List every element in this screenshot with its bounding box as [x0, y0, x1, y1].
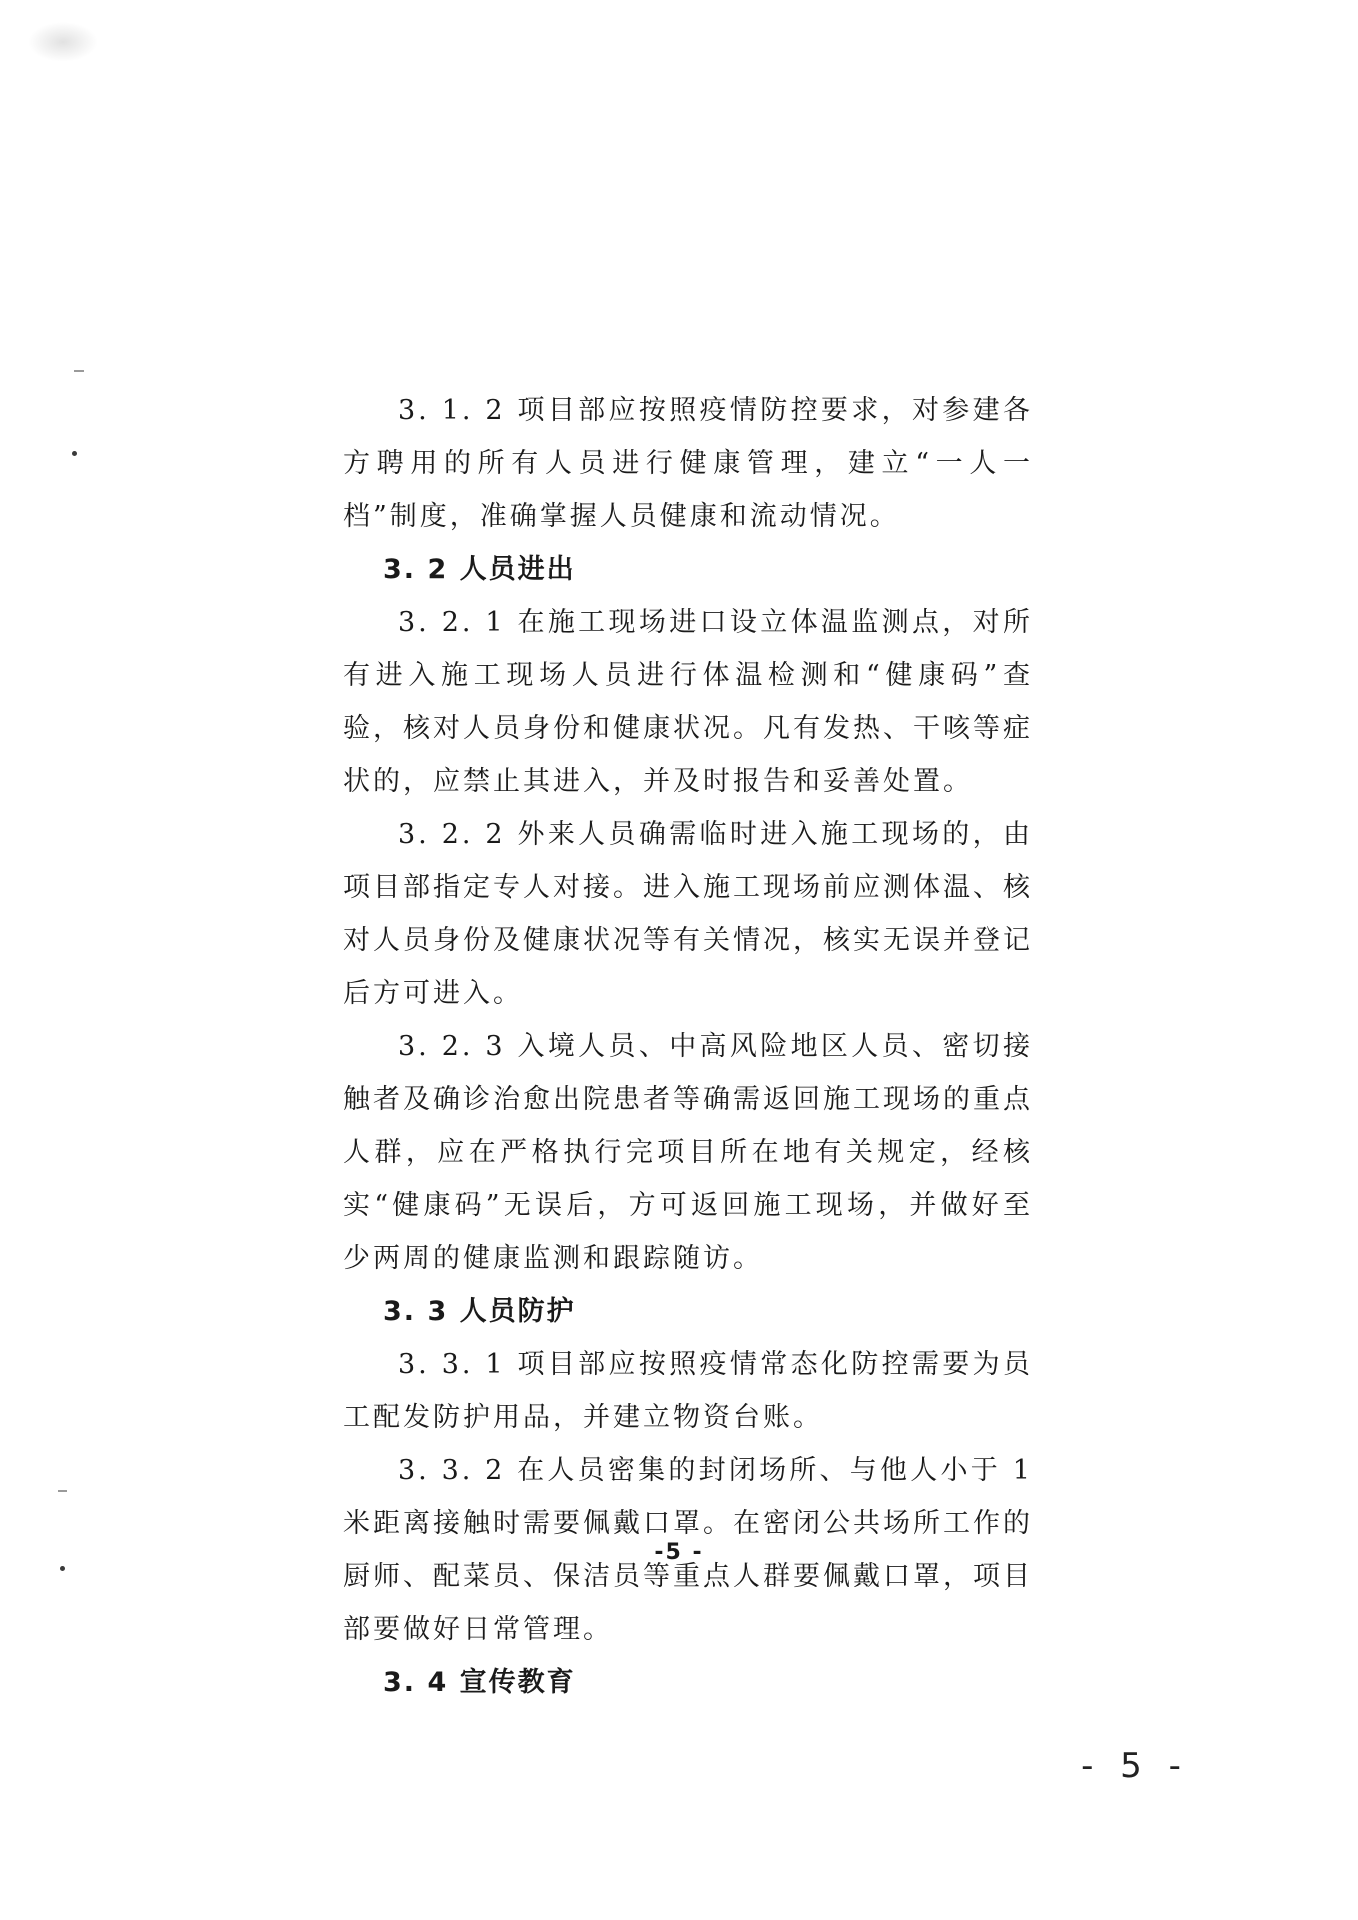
- scan-dash-mark: [74, 370, 84, 372]
- paragraph-3-3-1: 3. 3. 1 项目部应按照疫情常态化防控需要为员工配发防护用品，并建立物资台账。: [343, 1349, 1033, 1433]
- scan-dot-mark: [72, 451, 77, 456]
- scan-dot-mark: [60, 1566, 65, 1571]
- paragraph-3-2-1: 3. 2. 1 在施工现场进口设立体温监测点，对所有进入施工现场人员进行体温检测和“健康码”查验，核对人员身份和健康状况。凡有发热、干咳等症状的，应禁止其进入，并及时报告和妥善处置。: [343, 607, 1033, 797]
- section-heading-3-4: 3. 4 宣传教育: [383, 1667, 576, 1698]
- paragraph-3-2-2: 3. 2. 2 外来人员确需临时进入施工现场的，由项目部指定专人对接。进入施工现场前应测体温、核对人员身份及健康状况等有关情况，核实无误并登记后方可进入。: [343, 819, 1033, 1009]
- page-number-outer: - 5 -: [1081, 1746, 1189, 1786]
- paragraph-3-2-3: 3. 2. 3 入境人员、中高风险地区人员、密切接触者及确诊治愈出院患者等确需返回施工现场的重点人群，应在严格执行完项目所在地有关规定，经核实“健康码”无误后，方可返回施工现场，并做好至少两周的健康监测和跟踪随访。: [343, 1031, 1033, 1274]
- scan-smudge: [28, 22, 98, 62]
- paragraph-3-3-2: 3. 3. 2 在人员密集的封闭场所、与他人小于 1 米距离接触时需要佩戴口罩。在密闭公共场所工作的厨师、配菜员、保洁员等重点人群要佩戴口罩，项目部要做好日常管理。: [343, 1455, 1033, 1645]
- page-number-inner: -5 -: [654, 1540, 704, 1565]
- paragraph-3-1-2: 3. 1. 2 项目部应按照疫情防控要求，对参建各方聘用的所有人员进行健康管理，建立“一人一档”制度，准确掌握人员健康和流动情况。: [343, 395, 1033, 532]
- section-heading-3-2: 3. 2 人员进出: [383, 554, 576, 585]
- section-heading-3-3: 3. 3 人员防护: [383, 1296, 576, 1327]
- scan-dash-mark: [58, 1490, 67, 1492]
- document-body: [343, 384, 1033, 1709]
